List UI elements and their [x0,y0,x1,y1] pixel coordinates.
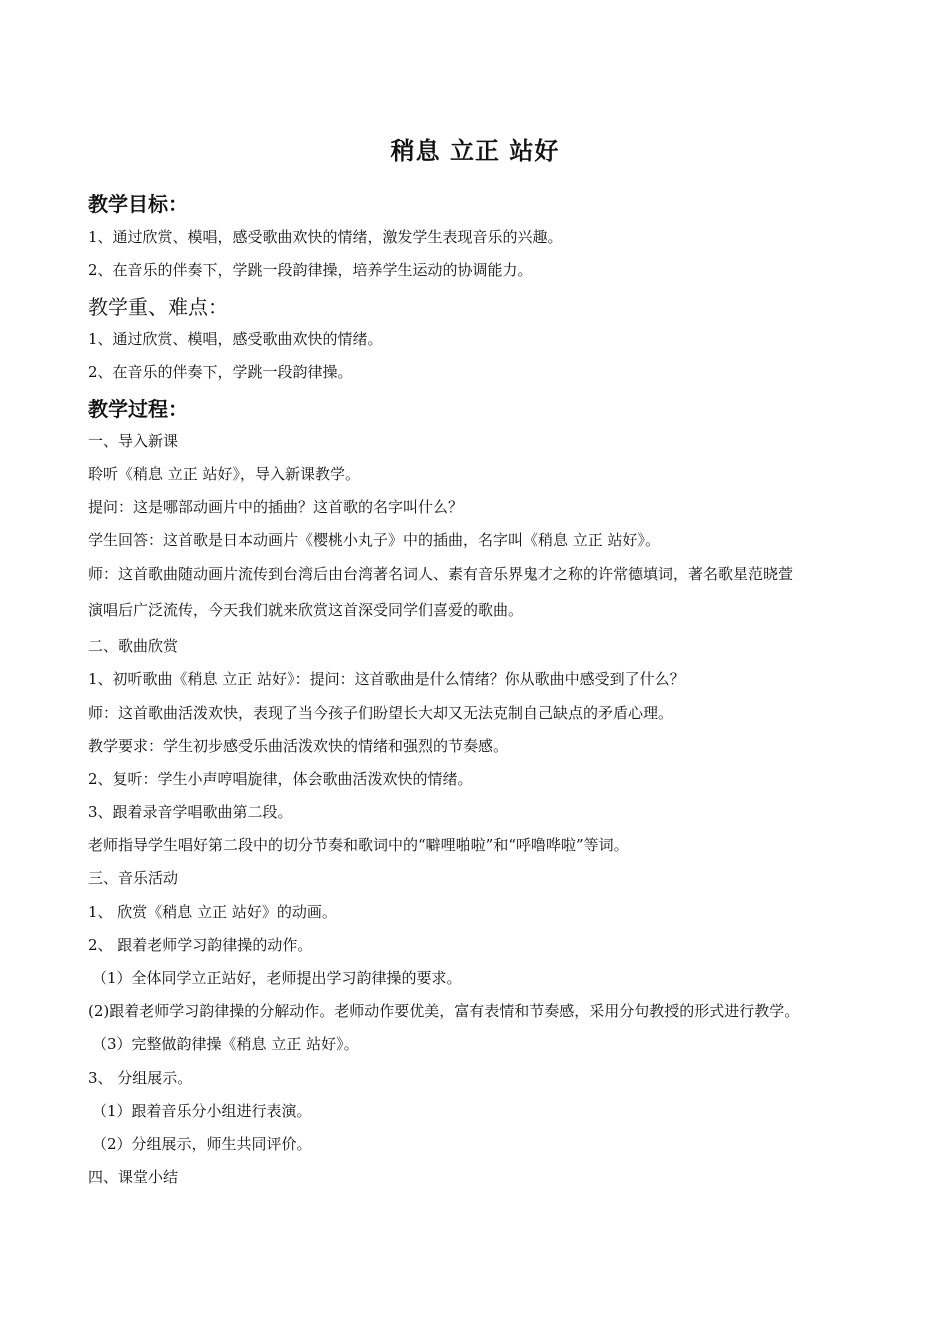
section-heading: 一、导入新课 [88,432,179,450]
paragraph-line: 2、 跟着老师学习韵律操的动作。 [88,936,313,954]
paragraph-line: (2)跟着老师学习韵律操的分解动作。老师动作要优美，富有表情和节奏感，采用分句教授的形式进行教学。 [88,1002,800,1020]
section-heading: 三、音乐活动 [88,869,179,887]
keypoint-item: 2、在音乐的伴奏下，学跳一段韵律操。 [88,363,353,381]
keypoint-item: 1、通过欣赏、模唱，感受歌曲欢快的情绪。 [88,330,383,348]
section-heading: 二、歌曲欣赏 [88,637,179,655]
paragraph-line: 师：这首歌曲活泼欢快，表现了当今孩子们盼望长大却又无法克制自己缺点的矛盾心理。 [88,704,674,722]
paragraph-line: 教学要求：学生初步感受乐曲活泼欢快的情绪和强烈的节奏感。 [88,737,509,755]
paragraph-line: 学生回答：这首歌是日本动画片《樱桃小丸子》中的插曲，名字叫《稍息 立正 站好》。 [88,531,661,549]
document-title: 稍息 立正 站好 [390,137,560,165]
section-heading: 四、课堂小结 [88,1168,179,1186]
keypoints-heading: 教学重、难点： [88,295,228,319]
paragraph-line: （2）分组展示，师生共同评价。 [92,1135,312,1153]
paragraph-line: 老师指导学生唱好第二段中的切分节奏和歌词中的“噼哩啪啦”和“呼噜哗啦”等词。 [88,836,629,854]
goal-item: 2、在音乐的伴奏下，学跳一段韵律操，培养学生运动的协调能力。 [88,261,533,279]
paragraph-line: 提问：这是哪部动画片中的插曲？这首歌的名字叫什么？ [88,498,464,516]
paragraph-line: 3、 分组展示。 [88,1069,193,1087]
paragraph-line: （1）全体同学立正站好，老师提出学习韵律操的要求。 [92,969,462,987]
paragraph-line: 师：这首歌曲随动画片流传到台湾后由台湾著名词人、素有音乐界鬼才之称的许常德填词，著名歌星范晓萱 [88,565,794,583]
goal-item: 1、通过欣赏、模唱，感受歌曲欢快的情绪，激发学生表现音乐的兴趣。 [88,228,563,246]
paragraph-line: 演唱后广泛流传，今天我们就来欣赏这首深受同学们喜爱的歌曲。 [88,601,524,619]
paragraph-line: （3）完整做韵律操《稍息 立正 站好》。 [92,1035,359,1053]
paragraph-line: 1、初听歌曲《稍息 立正 站好》：提问：这首歌曲是什么情绪？你从歌曲中感受到了什么？ [88,670,685,688]
paragraph-line: 聆听《稍息 立正 站好》，导入新课教学。 [88,465,361,483]
paragraph-line: 2、复听：学生小声哼唱旋律，体会歌曲活泼欢快的情绪。 [88,770,473,788]
paragraph-line: 3、跟着录音学唱歌曲第二段。 [88,803,293,821]
goals-heading: 教学目标： [88,192,188,216]
process-heading: 教学过程： [88,397,188,421]
paragraph-line: 1、 欣赏《稍息 立正 站好》的动画。 [88,903,337,921]
paragraph-line: （1）跟着音乐分小组进行表演。 [92,1102,312,1120]
